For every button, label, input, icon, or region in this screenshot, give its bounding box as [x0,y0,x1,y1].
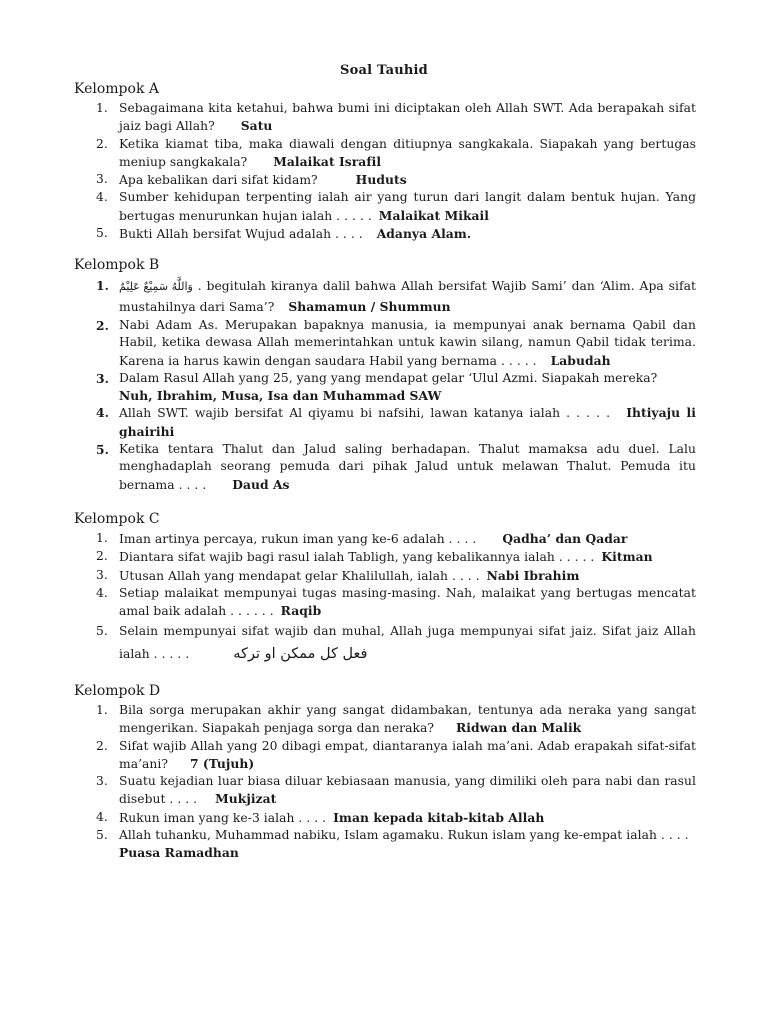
question-item [74,189,696,225]
document-title: Soal Tauhid [340,63,428,78]
question-item [74,370,696,405]
question-text: Selain mempunyai sifat wajib dan muhal, Allah juga mempunyai sifat jaiz. Sifat jaiz Allah ialah . . . . . [119,624,696,662]
question-number: 1. [96,278,109,293]
question-answer: Mukjizat [215,791,277,807]
question-number: 3. [96,172,108,187]
question-number: 5. [96,624,108,639]
question-answer: Daud As [232,476,290,492]
group-kelompok-d [74,682,696,862]
question-item [74,620,696,666]
question-text: Rukun iman yang ke-3 ialah . . . . [119,810,327,825]
question-item [74,136,696,172]
question-text: . begitulah kiranya dalil bahwa Allah bersifat Wajib Sami’ dan ‘Alim. Apa sifat mustahilnya dari Sama’? [119,279,696,314]
question-number: 5. [96,226,108,241]
question-text: Apa kebalikan dari sifat kidam? [119,173,318,188]
question-answer: Nuh, Ibrahim, Musa, Isa dan Muhammad SAW [119,388,442,404]
question-text: Sebagaimana kita ketahui, bahwa bumi ini diciptakan oleh Allah SWT. Ada berapakah sifat jaiz bagi Allah? [119,101,696,134]
question-number: 3. [96,567,108,582]
question-answer: Puasa Ramadhan [119,845,239,861]
question-answer: Labudah [550,352,611,368]
question-item [74,809,696,827]
question-item [74,530,696,548]
question-text: Bukti Allah bersifat Wujud adalah . . . . [119,227,363,242]
question-item [74,567,696,585]
question-number: 4. [96,190,108,205]
question-number: 3. [96,774,108,789]
question-answer: Malaikat Mikail [378,207,489,223]
question-number: 5. [96,442,109,458]
question-item [74,827,696,862]
question-answer: Raqib [280,603,322,619]
question-answer: Qadha’ dan Qadar [502,531,628,546]
question-list [74,530,696,666]
question-item [74,702,696,738]
question-number: 2. [96,318,109,333]
question-text: Diantara sifat wajib bagi rasul ialah Tabligh, yang kebalikannya ialah . . . . . [119,550,595,565]
question-answer: Huduts [355,172,407,188]
group-kelompok-b [74,256,696,494]
question-item [74,404,696,441]
question-text: Ketika kiamat tiba, maka diawali dengan ditiupnya sangkakala. Siapakah yang bertugas meniup sangkakala? [119,136,696,169]
question-text: Setiap malaikat mempunyai tugas masing-masing. Nah, malaikat yang bertugas mencatat amal baik adalah . . . . . . [119,585,696,619]
group-heading: Kelompok D [74,683,161,699]
group-heading: Kelompok C [74,511,160,527]
group-kelompok-a [74,80,696,243]
question-answer: 7 (Tujuh) [190,755,255,771]
group-kelompok-c [74,510,696,666]
question-answer: Ihtiyaju li ghairihi [119,405,696,439]
question-item [74,585,696,621]
question-text: Sifat wajib Allah yang 20 dibagi empat, diantaranya ialah ma’ani. Adab erapakah sifat-sifat ma’ani? [119,738,696,771]
question-list [74,276,696,494]
question-answer: Ridwan dan Malik [455,720,582,736]
question-text: Iman artinya percaya, rukun iman yang ke-6 adalah . . . . [119,532,477,546]
question-number: 2. [96,738,108,753]
question-item [74,773,696,809]
question-item [74,441,696,494]
question-item [74,225,696,243]
question-answer: Adanya Alam. [376,226,472,242]
group-heading: Kelompok B [74,257,160,273]
question-number: 4. [96,405,109,421]
question-item [74,171,696,189]
question-text: Ketika tentara Thalut dan Jalud saling berhadapan. Thalut mamaksa adu duel. Lalu menghadaplah seorang pemuda dari pihak Jalud untuk melawan Thalut. Pemuda itu bernama . . . . [119,442,696,492]
question-number: 1. [96,703,108,717]
question-number: 1. [96,531,108,545]
question-text: Nabi Adam As. Merupakan bapaknya manusia, ia mempunyai anak bernama Qabil dan Habil, ketika dewasa Allah memerintahkan untuk kawin silang, namun Qabil tidak terima. Karena ia harus kawin dengan saudara Habil yang bernama . . . . . [119,318,696,368]
question-number: 4. [96,585,108,600]
question-text: Suatu kejadian luar biasa diluar kebiasaan manusia, yang dimiliki oleh para nabi dan rasul disebut . . . . [119,774,696,807]
question-text: Bila sorga merupakan akhir yang sangat didambakan, tentunya ada neraka yang sangat mengerikan. Siapakah penjaga sorga dan neraka? [119,703,696,736]
question-number: 2. [96,136,108,151]
question-item [74,548,696,566]
question-list [74,702,696,862]
question-text: Sumber kehidupan terpenting ialah air yang turun dari langit dalam bentuk hujan. Yang bertugas menurunkan hujan ialah . . . . . [119,190,696,223]
question-answer: Shamamun / Shummun [288,299,451,314]
question-item [74,738,696,774]
question-list [74,100,696,243]
question-number: 2. [96,549,108,564]
question-item [74,100,696,136]
arabic-answer: فعل كل ممكن او تركه [233,646,368,663]
arabic-verse: وَاللَّهُ سَمِيْعٌ عَلِيْمٌ [119,280,193,293]
question-text: Allah tuhanku, Muhammad nabiku, Islam agamaku. Rukun islam yang ke-empat ialah . . . . [119,828,689,843]
group-heading: Kelompok A [74,81,159,97]
question-number: 4. [96,809,108,824]
question-item [74,276,696,317]
question-text: Dalam Rasul Allah yang 25, yang yang mendapat gelar ‘Ulul Azmi. Siapakah mereka? [119,370,658,385]
question-number: 1. [96,101,108,115]
question-text: Allah SWT. wajib bersifat Al qiyamu bi nafsihi, lawan katanya ialah . . . . . [119,406,611,421]
question-answer: Malaikat Israfil [273,153,382,169]
question-answer: Nabi Ibrahim [486,567,580,583]
question-answer: Kitman [601,549,653,565]
question-answer: Satu [240,118,273,134]
question-text: Utusan Allah yang mendapat gelar Khalilullah, ialah . . . . [119,568,480,583]
question-item [74,317,696,370]
question-answer: Iman kepada kitab-kitab Allah [333,809,545,825]
question-number: 5. [96,828,108,843]
question-number: 3. [96,370,109,386]
